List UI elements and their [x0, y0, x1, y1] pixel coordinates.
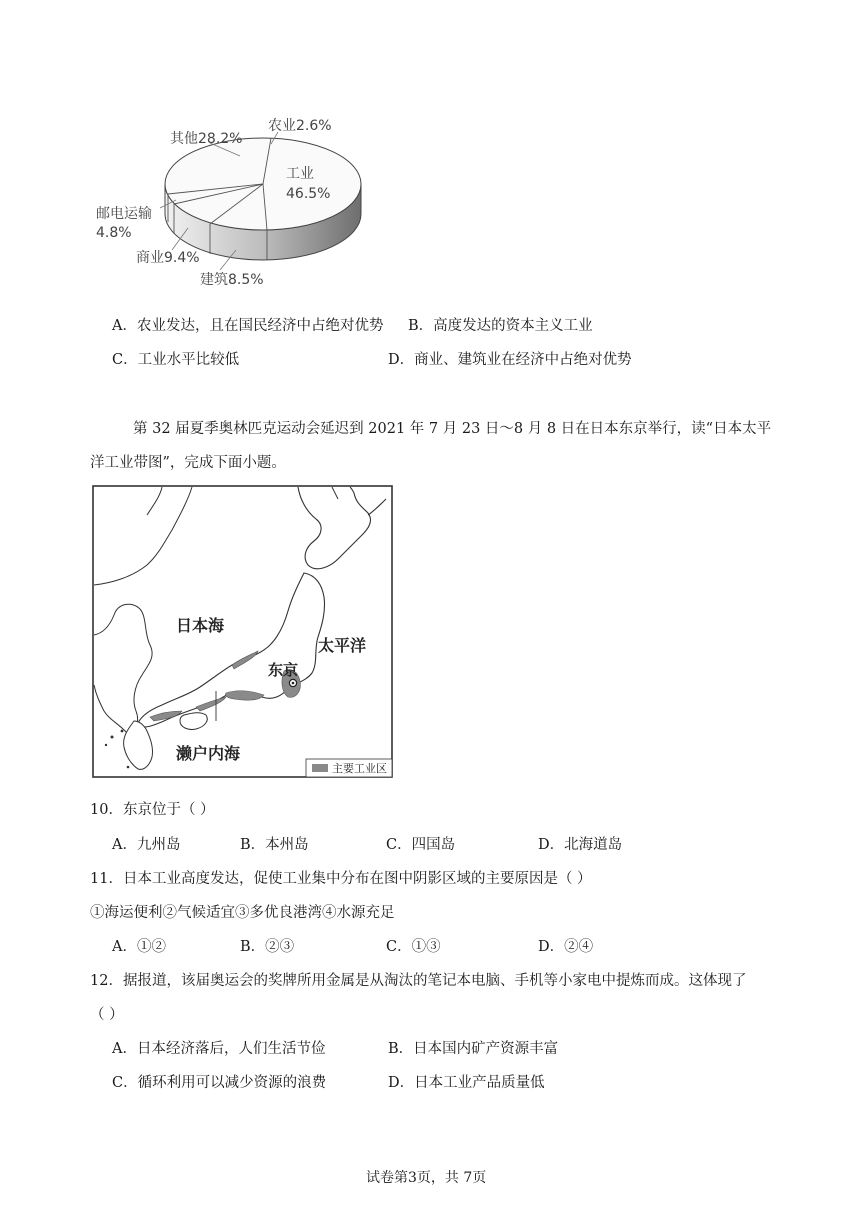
q12-option-b[interactable]: B．日本国内矿产资源丰富 — [388, 1041, 559, 1057]
passage-line-1: 第 32 届夏季奥林匹克运动会延迟到 2021 年 7 月 23 日～8 月 8 日在日本东京举行，读“日本太平 — [133, 421, 772, 437]
label-pacific: 太平洋 — [318, 636, 367, 655]
pie-label-industry: 工业 — [286, 166, 314, 182]
label-seto: 濑户内海 — [176, 744, 241, 763]
legend-swatch — [312, 764, 328, 772]
page-footer: 试卷第3页，共 7页 — [366, 1170, 487, 1186]
pie-chart — [90, 110, 380, 295]
q9-option-a[interactable]: A．农业发达，且在国民经济中占绝对优势 — [112, 318, 384, 334]
pie-label-other: 其他28.2% — [170, 131, 243, 147]
passage-line-2: 洋工业带图”，完成下面小题。 — [90, 455, 286, 471]
q9-option-d[interactable]: D．商业、建筑业在经济中占绝对优势 — [388, 352, 632, 368]
japan-map — [92, 485, 394, 779]
q11-option-d[interactable]: D．②④ — [538, 939, 594, 955]
pie-label-post: 邮电运输 — [96, 206, 152, 222]
pie-label-commerce: 商业9.4% — [136, 250, 200, 266]
q11-stem: 11．日本工业高度发达，促使工业集中分布在图中阴影区域的主要原因是（ ） — [90, 871, 592, 887]
legend-label: 主要工业区 — [332, 762, 387, 775]
q12-option-d[interactable]: D．日本工业产品质量低 — [388, 1075, 545, 1091]
q9-option-b[interactable]: B．高度发达的资本主义工业 — [408, 318, 593, 334]
q10-stem: 10．东京位于（ ） — [90, 802, 215, 818]
q9-option-c[interactable]: C．工业水平比较低 — [112, 352, 240, 368]
q12-stem-2: （ ） — [90, 1007, 124, 1023]
q11-option-c[interactable]: C．①③ — [386, 939, 441, 955]
q12-stem: 12．据报道，该届奥运会的奖牌所用金属是从淘汰的笔记本电脑、手机等小家电中提炼而成。这体现了 — [90, 973, 747, 989]
q11-sub: ①海运便利②气候适宜③多优良港湾④水源充足 — [90, 905, 395, 921]
q11-option-a[interactable]: A．①② — [112, 939, 166, 955]
label-tokyo: 东京 — [268, 661, 299, 679]
label-sea-of-japan: 日本海 — [176, 616, 225, 635]
q10-option-b[interactable]: B．本州岛 — [240, 837, 309, 853]
pie-label-build: 建筑8.5% — [200, 272, 264, 288]
q12-option-a[interactable]: A．日本经济落后，人们生活节俭 — [112, 1041, 326, 1057]
q10-option-c[interactable]: C．四国岛 — [386, 837, 456, 853]
q10-option-a[interactable]: A．九州岛 — [112, 837, 181, 853]
pie-label-agri: 农业2.6% — [268, 118, 332, 134]
pie-label-industry-pct: 46.5% — [286, 186, 331, 202]
pie-label-post-pct: 4.8% — [96, 225, 132, 241]
q11-option-b[interactable]: B．②③ — [240, 939, 295, 955]
q12-option-c[interactable]: C．循环利用可以减少资源的浪费 — [112, 1075, 327, 1091]
q10-option-d[interactable]: D．北海道岛 — [538, 837, 623, 853]
